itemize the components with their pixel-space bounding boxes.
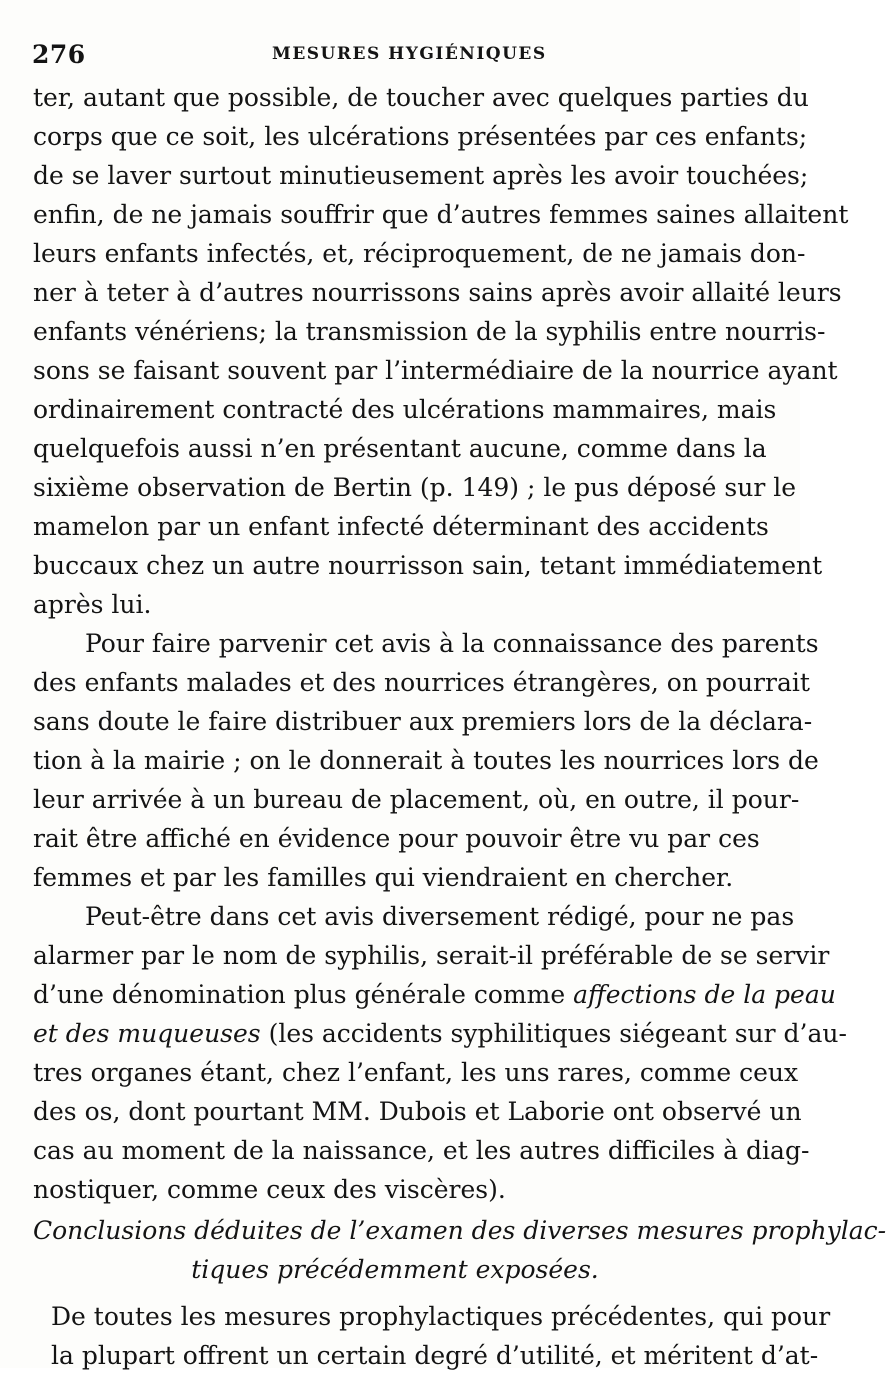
paragraph-4 — [33, 1297, 831, 1375]
text-line: De toutes les mesures prophylactiques précédentes, qui pour — [51, 1302, 831, 1331]
text-line — [33, 975, 836, 1014]
text-line: Pour faire parvenir cet avis à la connaissance des parents — [85, 629, 819, 658]
text-line: sons se faisant souvent par l’intermédiaire de la nourrice ayant — [33, 356, 838, 385]
paragraph-2 — [33, 624, 819, 897]
section-title-line: tiques précédemment exposées. — [191, 1255, 599, 1284]
text-line: quelquefois aussi n’en présentant aucune, comme dans la — [33, 434, 767, 463]
italic-term: et des muqueuses — [33, 1019, 261, 1048]
text-line: Peut-être dans cet avis diversement rédigé, pour ne pas — [85, 902, 795, 931]
text-line: après lui. — [33, 590, 152, 619]
italic-term: affections de la peau — [573, 980, 836, 1009]
page-number: 276 — [32, 40, 86, 69]
text-line: leur arrivée à un bureau de placement, où, en outre, il pour- — [33, 785, 800, 814]
text-line: enfin, de ne jamais souffrir que d’autres femmes saines allaitent — [33, 200, 849, 229]
text-line: tion à la mairie ; on le donnerait à toutes les nourrices lors de — [33, 746, 819, 775]
text-line — [33, 1014, 847, 1053]
text-line: de se laver surtout minutieusement après les avoir touchées; — [33, 161, 809, 190]
text-line: cas au moment de la naissance, et les autres difficiles à diag- — [33, 1136, 810, 1165]
paragraph-3 — [33, 897, 847, 1209]
running-head: MESURES HYGIÉNIQUES — [272, 44, 547, 64]
text-line: leurs enfants infectés, et, réciproquement, de ne jamais don- — [33, 239, 806, 268]
text-span: (les accidents syphilitiques siégeant sur d’au- — [260, 1019, 847, 1048]
text-line: ner à teter à d’autres nourrissons sains après avoir allaité leurs — [33, 278, 842, 307]
text-line: des os, dont pourtant MM. Dubois et Laborie ont observé un — [33, 1097, 802, 1126]
text-line: corps que ce soit, les ulcérations présentées par ces enfants; — [33, 122, 808, 151]
text-line: nostiquer, comme ceux des viscères). — [33, 1175, 506, 1204]
text-line: tres organes étant, chez l’enfant, les uns rares, comme ceux — [33, 1058, 799, 1087]
page-header — [32, 36, 752, 70]
spacer — [33, 1289, 757, 1297]
text-span: d’une dénomination plus générale comme — [33, 980, 574, 1009]
text-line: sixième observation de Bertin (p. 149) ; le pus déposé sur le — [33, 473, 797, 502]
text-line: la plupart offrent un certain degré d’utilité, et méritent d’at- — [51, 1341, 819, 1370]
text-line: mamelon par un enfant infecté déterminant des accidents — [33, 512, 769, 541]
text-line: ordinairement contracté des ulcérations mammaires, mais — [33, 395, 777, 424]
text-line: buccaux chez un autre nourrisson sain, tetant immédiatement — [33, 551, 823, 580]
paragraph-1 — [33, 78, 849, 624]
text-line: ter, autant que possible, de toucher avec quelques parties du — [33, 83, 809, 112]
section-heading — [33, 1211, 886, 1289]
text-line: sans doute le faire distribuer aux premiers lors de la déclara- — [33, 707, 813, 736]
section-title-line: Conclusions déduites de l’examen des diverses mesures prophylac- — [33, 1216, 886, 1245]
text-line: femmes et par les familles qui viendraient en chercher. — [33, 863, 734, 892]
text-line: enfants vénériens; la transmission de la syphilis entre nourris- — [33, 317, 826, 346]
text-line: alarmer par le nom de syphilis, serait-il préférable de se servir — [33, 941, 830, 970]
text-line: des enfants malades et des nourrices étrangères, on pourrait — [33, 668, 810, 697]
text-line: rait être affiché en évidence pour pouvoir être vu par ces — [33, 824, 760, 853]
body-text — [33, 78, 886, 1375]
